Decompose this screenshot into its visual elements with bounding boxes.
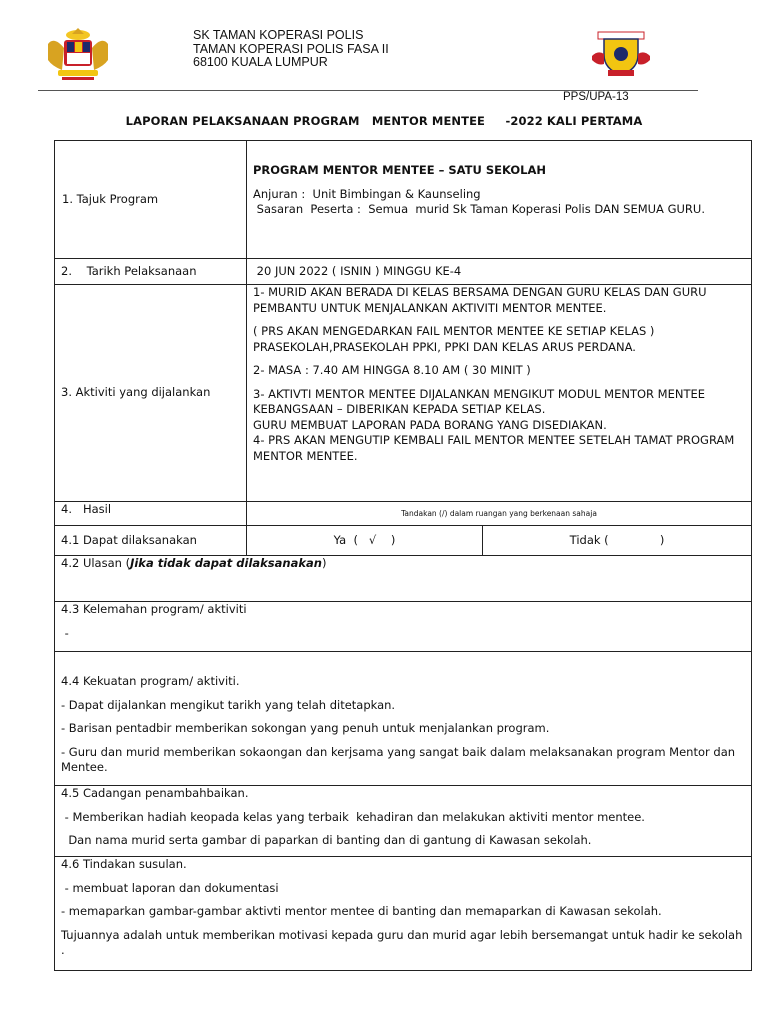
school-address: [193, 29, 389, 70]
kelemahan-value: -: [61, 625, 69, 640]
aktiviti-item-1: 1- MURID AKAN BERADA DI KELAS BERSAMA DENGAN GURU KELAS DAN GURU PEMBANTU UNTUK MENJALANKAN AKTIVITI MENTOR MENTEE.: [253, 285, 707, 315]
aktiviti-item-3: 3- AKTIVTI MENTOR MENTEE DIJALANKAN MENGIKUT MODUL MENTOR MENTEE KEBANGSAAN – DIBERIKAN KEPADA SETIAP KELAS.: [253, 386, 706, 416]
ulasan-italic: Jika tidak dapat dilaksanakan: [130, 556, 322, 570]
row-dapat-dilaksanakan: [55, 526, 752, 556]
tarikh-label: 2. Tarikh Pelaksanaan: [55, 259, 247, 285]
ulasan-suffix: ): [321, 556, 327, 570]
row-kelemahan: [55, 602, 752, 652]
aktiviti-item-4: 4- PRS AKAN MENGUTIP KEMBALI FAIL MENTOR MENTEE SETELAH TAMAT PROGRAM MENTOR MENTEE.: [253, 433, 735, 463]
anjuran-text: Anjuran : Unit Bimbingan & Kaunseling: [253, 186, 481, 201]
ya-checkbox[interactable]: Ya ( √ ): [247, 526, 483, 556]
ulasan-prefix: 4.2 Ulasan (: [61, 556, 131, 570]
kekuatan-point-2: - Barisan pentadbir memberikan sokongan yang penuh untuk menjalankan program.: [61, 721, 550, 735]
dapat-label: 4.1 Dapat dilaksanakan: [55, 526, 247, 556]
tidak-checkbox[interactable]: Tidak ( ): [483, 526, 752, 556]
tarikh-value: 20 JUN 2022 ( ISNIN ) MINGGU KE-4: [247, 259, 752, 285]
aktiviti-label: 3. Aktiviti yang dijalankan: [55, 285, 247, 502]
row-hasil: [55, 502, 752, 526]
school-badge-icon: [590, 30, 652, 78]
row-kekuatan: [55, 652, 752, 786]
cadangan-cell: [55, 786, 752, 857]
page-title: LAPORAN PELAKSANAAN PROGRAM MENTOR MENTEE -2022 KALI PERTAMA: [125, 114, 643, 128]
aktiviti-item-2: 2- MASA : 7.40 AM HINGGA 8.10 AM ( 30 MINIT ): [253, 363, 531, 377]
sasaran-text: Sasaran Peserta : Semua murid Sk Taman Koperasi Polis DAN SEMUA GURU.: [253, 202, 705, 216]
hasil-note: Tandakan (/) dalam ruangan yang berkenaan sahaja: [247, 502, 752, 526]
row-tajuk-program: [55, 141, 752, 259]
tindakan-cell: [55, 857, 752, 971]
kelemahan-label: 4.3 Kelemahan program/ aktiviti: [61, 602, 247, 616]
tindakan-point-3: Tujuannya adalah untuk memberikan motivasi kepada guru dan murid agar lebih bersemangat untuk hadir ke sekolah .: [61, 927, 743, 957]
aktiviti-item-1b: ( PRS AKAN MENGEDARKAN FAIL MENTOR MENTEE KE SETIAP KELAS ) PRASEKOLAH,PRASEKOLAH PPKI, PPKI DAN KELAS ARUS PERDANA.: [253, 324, 655, 354]
aktiviti-value: [247, 285, 752, 502]
malaysia-crest-icon: [40, 26, 116, 82]
tindakan-label: 4.6 Tindakan susulan.: [61, 857, 187, 871]
kekuatan-label: 4.4 Kekuatan program/ aktiviti.: [61, 674, 240, 688]
report-table: [54, 140, 752, 971]
kekuatan-point-1: - Dapat dijalankan mengikut tarikh yang telah ditetapkan.: [61, 697, 396, 712]
aktiviti-item-3b: GURU MEMBUAT LAPORAN PADA BORANG YANG DISEDIAKAN.: [253, 417, 607, 432]
kekuatan-point-3: - Guru dan murid memberikan sokaongan dan kerjsama yang sangat baik dalam melaksanakan program Mentor dan Mentee.: [61, 744, 736, 774]
cadangan-label: 4.5 Cadangan penambahbaikan.: [61, 786, 249, 800]
address-line-2: 68100 KUALA LUMPUR: [193, 55, 328, 69]
cadangan-point-1: - Memberikan hadiah keopada kelas yang terbaik kehadiran dan melakukan aktiviti mentor mentee.: [61, 809, 645, 824]
row-ulasan: [55, 556, 752, 602]
reference-code: PPS/UPA-13: [563, 91, 629, 103]
program-name: PROGRAM MENTOR MENTEE – SATU SEKOLAH: [253, 163, 546, 177]
hasil-label: 4. Hasil: [55, 502, 247, 526]
tajuk-value: [247, 141, 752, 259]
tajuk-label: 1. Tajuk Program: [55, 141, 247, 259]
row-aktiviti: [55, 285, 752, 502]
address-line-1: TAMAN KOPERASI POLIS FASA II: [193, 41, 389, 56]
tindakan-point-1: - membuat laporan dan dokumentasi: [61, 880, 279, 895]
row-tarikh: [55, 259, 752, 285]
cadangan-point-2: Dan nama murid serta gambar di paparkan di banting dan di gantung di Kawasan sekolah.: [61, 833, 592, 847]
ulasan-cell: [55, 556, 752, 602]
kelemahan-cell: [55, 602, 752, 652]
row-cadangan: [55, 786, 752, 857]
school-name: SK TAMAN KOPERASI POLIS: [193, 28, 364, 42]
kekuatan-cell: [55, 652, 752, 786]
tindakan-point-2: - memaparkan gambar-gambar aktivti mentor mentee di banting dan memaparkan di Kawasan sekolah.: [61, 904, 662, 918]
row-tindakan: [55, 857, 752, 971]
